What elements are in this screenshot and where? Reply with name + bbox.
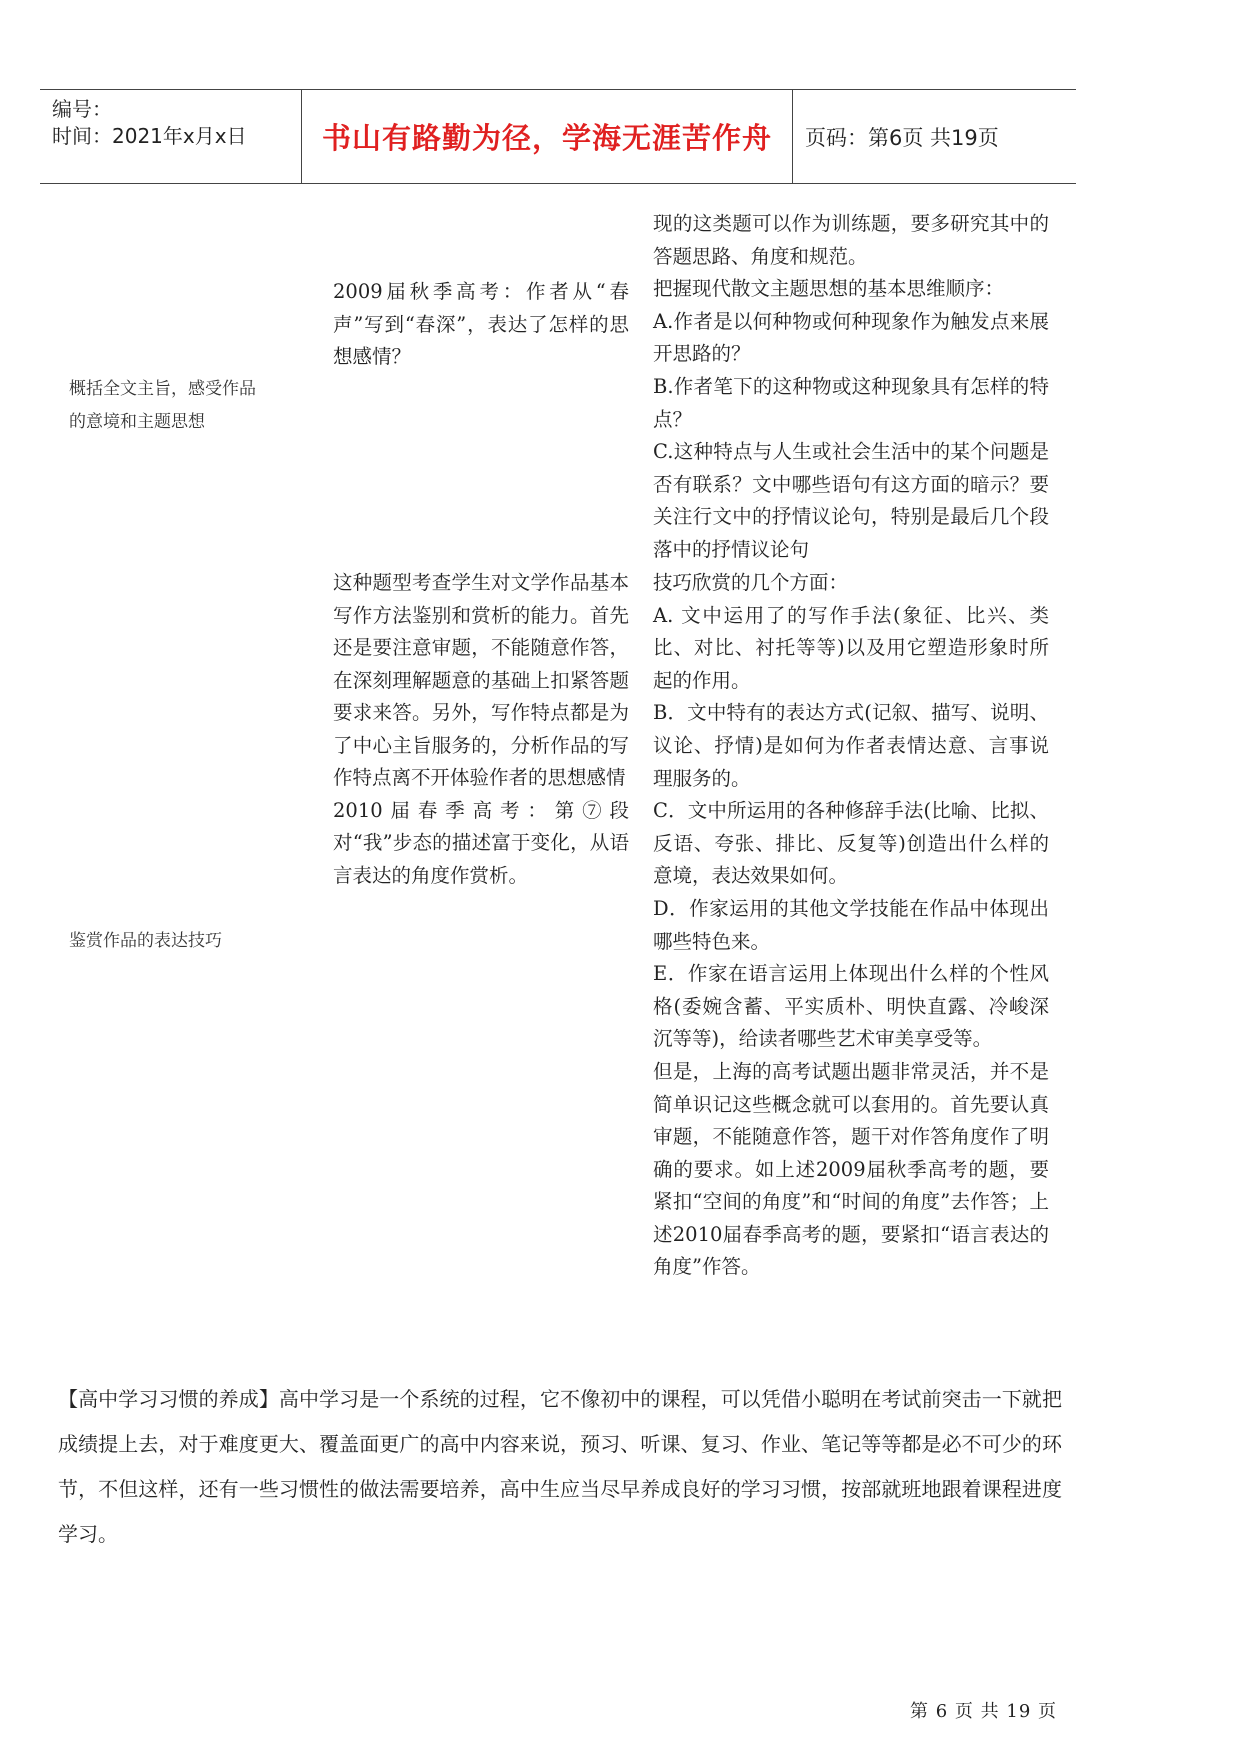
page-header (40, 89, 1076, 184)
header-motto: 书山有路勤为径，学海无涯苦作舟 (302, 90, 793, 183)
row2-method-note: 但是，上海的高考试题出题非常灵活，并不是简单识记这些概念就可以套用的。首先要认真审题，不能随意作答，题干对作答角度作了明确的要求。如上述2009届秋季高考的题，要紧扣“空间的角度”和“时间的角度”去作答；上述2010届春季高考的题，要紧扣“语言表达的角度”作答。 (653, 1059, 1049, 1279)
document-number-label: 编号： (52, 97, 112, 121)
row1-example: 2009届秋季高考：作者从“春声”写到“春深”，表达了怎样的思想感情？ (333, 280, 629, 368)
row2-method-item-a: A. 文中运用了的写作手法(象征、比兴、类比、对比、衬托等等)以及用它塑造形象时所起的作用。 (653, 603, 1049, 692)
row2-method-item-d: D．作家运用的其他文学技能在作品中体现出哪些特色来。 (653, 896, 1049, 953)
row2-example-question: 2010届春季高考：第⑦段对“我”步态的描述富于变化，从语言表达的角度作赏析。 (333, 798, 629, 887)
page-footer: 第 6 页 共 19 页 (910, 1701, 1057, 1722)
habit-paragraph: 【高中学习习惯的养成】高中学习是一个系统的过程，它不像初中的课程，可以凭借小聪明在考试前突击一下就把成绩提上去，对于难度更大、覆盖面更广的高中内容来说，预习、听课、复习、作业、笔记等等都是必不可少的环节，不但这样，还有一些习惯性的做法需要培养，高中生应当尽早养成良好的学习习惯，按部就班地跟着课程进度学习。 (58, 1387, 1062, 1546)
row1-method (653, 208, 1049, 567)
row2-example-text: 这种题型考查学生对文学作品基本写作方法鉴别和赏析的能力。首先还是要注意审题，不能随意作答，在深刻理解题意的基础上扣紧答题要求来答。另外，写作特点都是为了中心主旨服务的，分析作品的写作特点离不开体验作者的思想感情 (333, 571, 629, 789)
row1-method-item-c: C.这种特点与人生或社会生活中的某个问题是否有联系？文中哪些语句有这方面的暗示？要关注行文中的抒情议论句，特别是最后几个段落中的抒情议论句 (653, 440, 1049, 561)
row2-method-item-b: B．文中特有的表达方式(记叙、描写、说明、议论、抒情)是如何为作者表情达意、言事说理服务的。 (653, 701, 1049, 790)
row1-topic: 概括全文主旨，感受作品的意境和主题思想 (69, 379, 256, 432)
row2-method (653, 567, 1049, 1284)
header-page-info: 页码：第6页 共19页 (805, 125, 999, 150)
row1-method-item-a: A.作者是以何种物或何种现象作为触发点来展开思路的？ (653, 309, 1049, 366)
row2-method-title: 技巧欣赏的几个方面： (653, 571, 849, 594)
row2-topic: 鉴赏作品的表达技巧 (69, 931, 222, 951)
row1-method-intro: 现的这类题可以作为训练题，要多研究其中的答题思路、角度和规范。 (653, 212, 1049, 268)
document-time: 时间：2021年x月x日 (52, 124, 247, 148)
row1-method-title: 把握现代散文主题思想的基本思维顺序： (653, 277, 1005, 301)
header-meta (40, 90, 302, 183)
row2-example (333, 567, 629, 892)
row2-method-item-c: C．文中所运用的各种修辞手法(比喻、比拟、反语、夸张、排比、反复等)创造出什么样的意境，表达效果如何。 (653, 799, 1049, 888)
row1-method-item-b: B.作者笔下的这种物或这种现象具有怎样的特点？ (653, 374, 1049, 431)
row2-method-item-e: E．作家在语言运用上体现出什么样的个性风格(委婉含蓄、平实质朴、明快直露、冷峻深沉等等)，给读者哪些艺术审美享受等。 (653, 962, 1049, 1051)
